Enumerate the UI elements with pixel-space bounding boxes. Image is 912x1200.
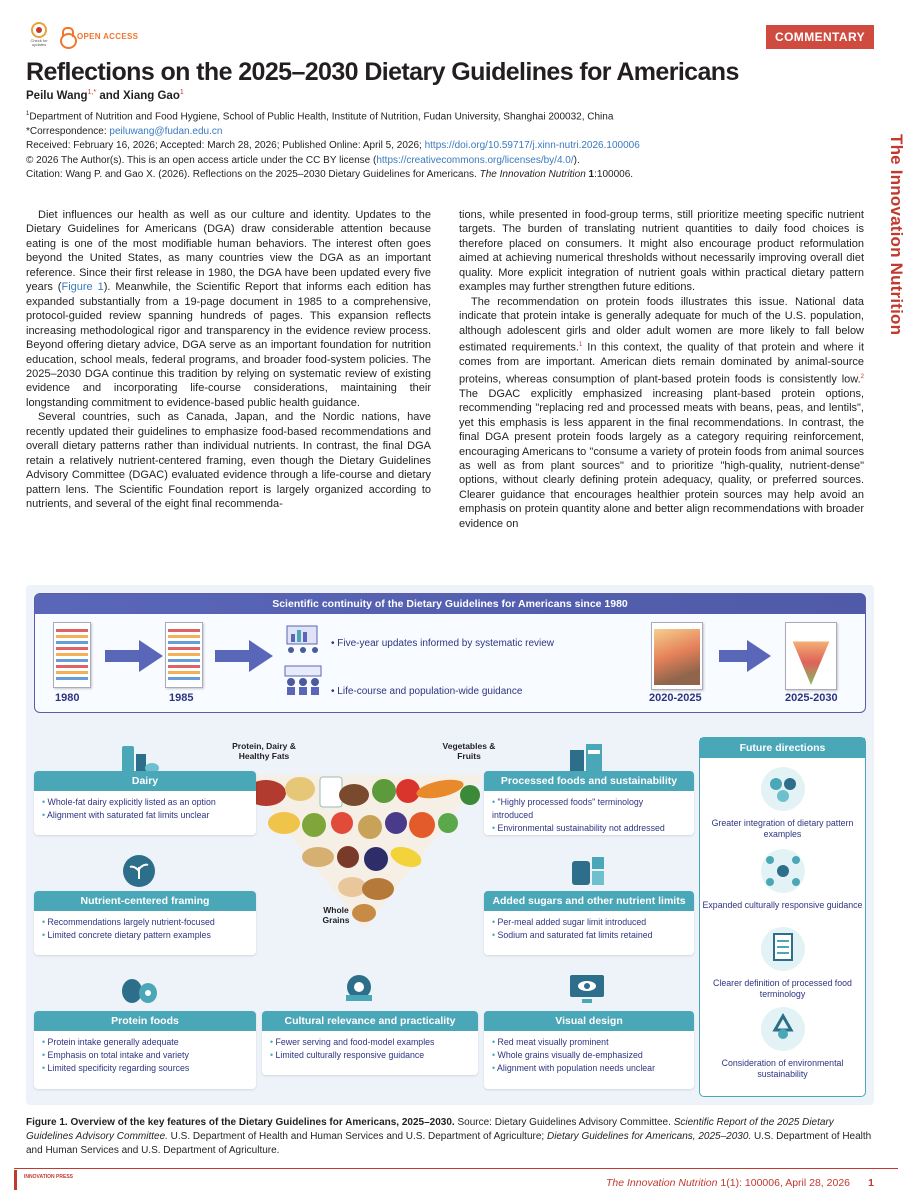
timeline-panel — [34, 593, 866, 713]
doi-link[interactable]: https://doi.org/10.59717/j.xinn-nutri.2026.100006 — [424, 140, 640, 152]
panel-bullet: • Per-meal added sugar limit introduced — [492, 916, 686, 929]
panel-bullet: • Whole grains visually de-emphasized — [492, 1049, 686, 1062]
publisher-logo: INNOVATION PRESS — [24, 1174, 73, 1180]
open-access-label: OPEN ACCESS — [60, 27, 138, 45]
panel-bullet: • Red meat visually prominent — [492, 1036, 686, 1049]
year-label: 2025-2030 — [785, 692, 838, 704]
arrow-right-icon — [105, 650, 141, 662]
license-line: © 2026 The Author(s). This is an open access article under the CC BY license (https://creativecommons.org/licenses/by/4.0/). — [26, 154, 580, 166]
timeline-bullet: • Five-year updates informed by systematic review — [331, 638, 554, 649]
footer-citation: The Innovation Nutrition 1(1): 100006, April 28, 2026 — [606, 1177, 850, 1189]
panel-bullet: • Protein intake generally adequate — [42, 1036, 248, 1049]
dates-line: Received: February 16, 2026; Accepted: March 28, 2026; Published Online: April 5, 2026; https://doi.org/10.59717/j.xinn-nutri.2026.100006 — [26, 140, 640, 152]
sugar-jar-icon — [566, 853, 608, 889]
citation-line: Citation: Wang P. and Gao X. (2026). Reflections on the 2025–2030 Dietary Guidelines for Americans. The Innovation Nutrition 1:100006. — [26, 169, 634, 181]
panel-bullet: • Emphasis on total intake and variety — [42, 1049, 248, 1062]
panel-bullet: • "Highly processed foods" terminology introduced — [492, 796, 686, 822]
future-item: Clearer definition of processed food terminology — [713, 978, 852, 999]
panel-added-sugars — [484, 891, 694, 955]
nutrient-plant-icon — [118, 853, 160, 889]
paragraph: Several countries, such as Canada, Japan, and the Nordic nations, have recently updated their guidelines to emphasize food-based recommendations and overall dietary patterns rather than individual nutrients. In contrast, the final DGA retain a relatively nutrient-centered framing, even though the Dietary Guidelines Advisory Committee (DGAC) evaluated evidence through a life-course and dietary pattern lens. The Scientific Foundation report is largely organized according to nutrients, and several of the eight final recommenda- — [26, 411, 431, 511]
update-check-icon — [31, 22, 47, 38]
reference-link[interactable]: 1 — [578, 342, 583, 349]
review-chart-icon — [281, 624, 325, 656]
author-name[interactable]: Peilu Wang — [26, 89, 88, 102]
panel-title: Cultural relevance and practicality — [262, 1011, 478, 1031]
panel-title: Added sugars and other nutrient limits — [484, 891, 694, 911]
panel-bullet: • Fewer serving and food-model examples — [270, 1036, 470, 1049]
monitor-eye-icon — [566, 971, 608, 1007]
side-journal-title: The Innovation Nutrition — [887, 134, 906, 336]
timeline-title: Scientific continuity of the Dietary Guidelines for Americans since 1980 — [35, 594, 865, 614]
culture-network-icon — [758, 846, 808, 896]
food-label: Protein, Dairy & Healthy Fats — [232, 741, 296, 761]
protein-fish-icon — [118, 971, 160, 1007]
panel-bullet: • Alignment with saturated fat limits unclear — [42, 809, 248, 822]
panel-bullet: • Sodium and saturated fat limits retained — [492, 929, 686, 942]
correspondence: *Correspondence: peiluwang@fudan.edu.cn — [26, 125, 223, 137]
article-title: Reflections on the 2025–2030 Dietary Guidelines for Americans — [26, 58, 739, 86]
article-metadata — [26, 107, 846, 183]
dga-2025-cover — [785, 622, 837, 690]
panel-title: Future directions — [700, 738, 865, 758]
arrow-right-icon — [139, 640, 163, 672]
figure-caption: Figure 1. Overview of the key features of the Dietary Guidelines for Americans, 2025–2030. Source: Dietary Guidelines Advisory Committee. Scientific Report of the 2025 Dietary Guidelines Advisory Committee. U.S. Department of Health and Human Services and U.S. Department of Agriculture; Dietary Guidelines for Americans, 2025–2030. U.S. Department of Health and Human Services and U.S. Department of Agriculture. — [26, 1117, 872, 1156]
dga-2020-cover — [651, 622, 703, 690]
panel-bullet: • Limited culturally responsive guidance — [270, 1049, 470, 1062]
figure-1 — [26, 585, 874, 1105]
future-item: Greater integration of dietary pattern examples — [711, 818, 854, 839]
panel-bullet: • Limited concrete dietary pattern examples — [42, 929, 248, 942]
panel-bullet: • Recommendations largely nutrient-focused — [42, 916, 248, 929]
food-label: Vegetables & Fruits — [442, 741, 496, 761]
panel-bullet: • Whole-fat dairy explicitly listed as an option — [42, 796, 248, 809]
food-pattern-icon — [758, 764, 808, 814]
inverted-food-pyramid — [244, 765, 484, 935]
future-directions-panel — [699, 737, 866, 1097]
panel-cultural-relevance — [262, 1011, 478, 1075]
arrow-right-icon — [719, 650, 749, 662]
panel-nutrient-centered — [34, 891, 256, 955]
people-group-icon — [281, 664, 325, 696]
open-lock-icon — [60, 27, 74, 45]
panel-visual-design — [484, 1011, 694, 1089]
figure-ref-link[interactable]: Figure 1 — [61, 281, 104, 294]
email-link[interactable]: peiluwang@fudan.edu.cn — [109, 125, 223, 137]
dga-1980-cover — [53, 622, 91, 688]
panel-title: Dairy — [34, 771, 256, 791]
author-list: Peilu Wang$^{1,*}$ and Xiang Gao$^1$ — [26, 89, 184, 102]
page-number: 1 — [868, 1177, 874, 1189]
future-item: Consideration of environmental sustainability — [721, 1058, 844, 1079]
arrow-right-icon — [249, 640, 273, 672]
checklist-icon — [758, 924, 808, 974]
panel-title: Visual design — [484, 1011, 694, 1031]
panel-dairy — [34, 771, 256, 835]
paragraph: The recommendation on protein foods illustrates this issue. National data indicate that protein intake is generally adequate for much of the U.S. population, although adolescent girls and older adult women are more likely to fall below estimated requirements.$^1$ In this context, the quality of that protein and where it comes from are important. American diets remain dominated by animal-source proteins, whereas consumption of plant-based protein foods is consistently low.$^2$ The DGAC explicitly emphasized increasing plant-based protein options, recommending "replacing red and processed meats with beans, peas, and lentils", yet this emphasis is less apparent in the final recommendations. In contrast, the final DGA present protein foods largely as a category requiring reinforcement, encouraging Americans to "consume a variety of protein foods from animal sources as well as from plant sources" and to prioritize "high-quality, nutrient-dense" options, without clearly defining protein adequacy, quality, or preferred sources. Clearer guidance that encourages healthier protein sources may help avoid an emphasis on protein quantity alone and better align recommendations with broader evidence on — [459, 295, 864, 530]
affiliation: $^1$Department of Nutrition and Food Hygiene, School of Public Health, Institute of Nutrition, Fudan University, Shanghai 200032, China — [26, 111, 614, 123]
panel-bullet: • Limited specificity regarding sources — [42, 1062, 248, 1075]
author-name[interactable]: Xiang Gao — [122, 89, 180, 102]
cultural-food-icon — [338, 971, 380, 1007]
recycle-icon — [758, 1004, 808, 1054]
check-for-updates-badge[interactable]: Check for updates — [28, 22, 50, 50]
arrow-right-icon — [747, 640, 771, 672]
panel-title: Nutrient-centered framing — [34, 891, 256, 911]
article-type-badge: COMMENTARY — [766, 25, 874, 49]
dga-1985-cover — [165, 622, 203, 688]
panel-title: Protein foods — [34, 1011, 256, 1031]
body-column-right — [459, 208, 864, 531]
footer-divider — [14, 1168, 898, 1169]
header-logos — [28, 22, 138, 50]
year-label: 1980 — [55, 692, 80, 704]
footer-accent — [14, 1170, 17, 1190]
future-item: Expanded culturally responsive guidance — [702, 900, 863, 910]
panel-title: Processed foods and sustainability — [484, 771, 694, 791]
panel-protein-foods — [34, 1011, 256, 1089]
panel-bullet: • Environmental sustainability not addressed — [492, 822, 686, 835]
panel-processed-foods — [484, 771, 694, 835]
arrow-right-icon — [215, 650, 251, 662]
license-link[interactable]: https://creativecommons.org/licenses/by/4.0/ — [376, 154, 574, 166]
reference-link[interactable]: 2 — [860, 373, 864, 380]
year-label: 2020-2025 — [649, 692, 702, 704]
food-label: Whole Grains — [322, 905, 350, 925]
paragraph: Diet influences our health as well as our culture and identity. Updates to the Dietary Guidelines for Americans (DGA) draw considerable attention because eating is one of the most modifiable human behaviors. The interest often goes beyond the United States, as many countries view the DGA as an important reference. Since their first release in 1980, the DGA have been updated every five years (Figure 1). Meanwhile, the Scientific Report that informs each edition has expanded substantially from a 19-page document in 1985 to a comprehensive, protocol-guided review spanning hundreds of pages. This expansion reflects increasing methodological rigor and transparency in the evidence review process. Beyond offering dietary advice, DGA serve as an important foundation for nutrition education, school meals, federal programs, and broader food-system policies. The 2025–2030 DGA continue this tradition by relying on systematic review of existing evidence and incorporating life-course considerations, maintaining their longstanding commitment to evidence-based public health guidance. — [26, 209, 431, 409]
paragraph: tions, while presented in food-group terms, still prioritize meeting specific nutrient targets. The burden of translating nutrient quantities to daily food choices is therefore placed on consumers. It might also encourage product reformulation aimed at achieving numerical thresholds without necessarily improving overall diet quality. More explicit integration of nutrient goals within practical dietary pattern examples may further strengthen future editions. — [459, 209, 864, 294]
body-column-left — [26, 208, 431, 512]
timeline-bullet: • Life-course and population-wide guidance — [331, 686, 522, 697]
panel-bullet: • Alignment with population needs unclear — [492, 1062, 686, 1075]
year-label: 1985 — [169, 692, 194, 704]
